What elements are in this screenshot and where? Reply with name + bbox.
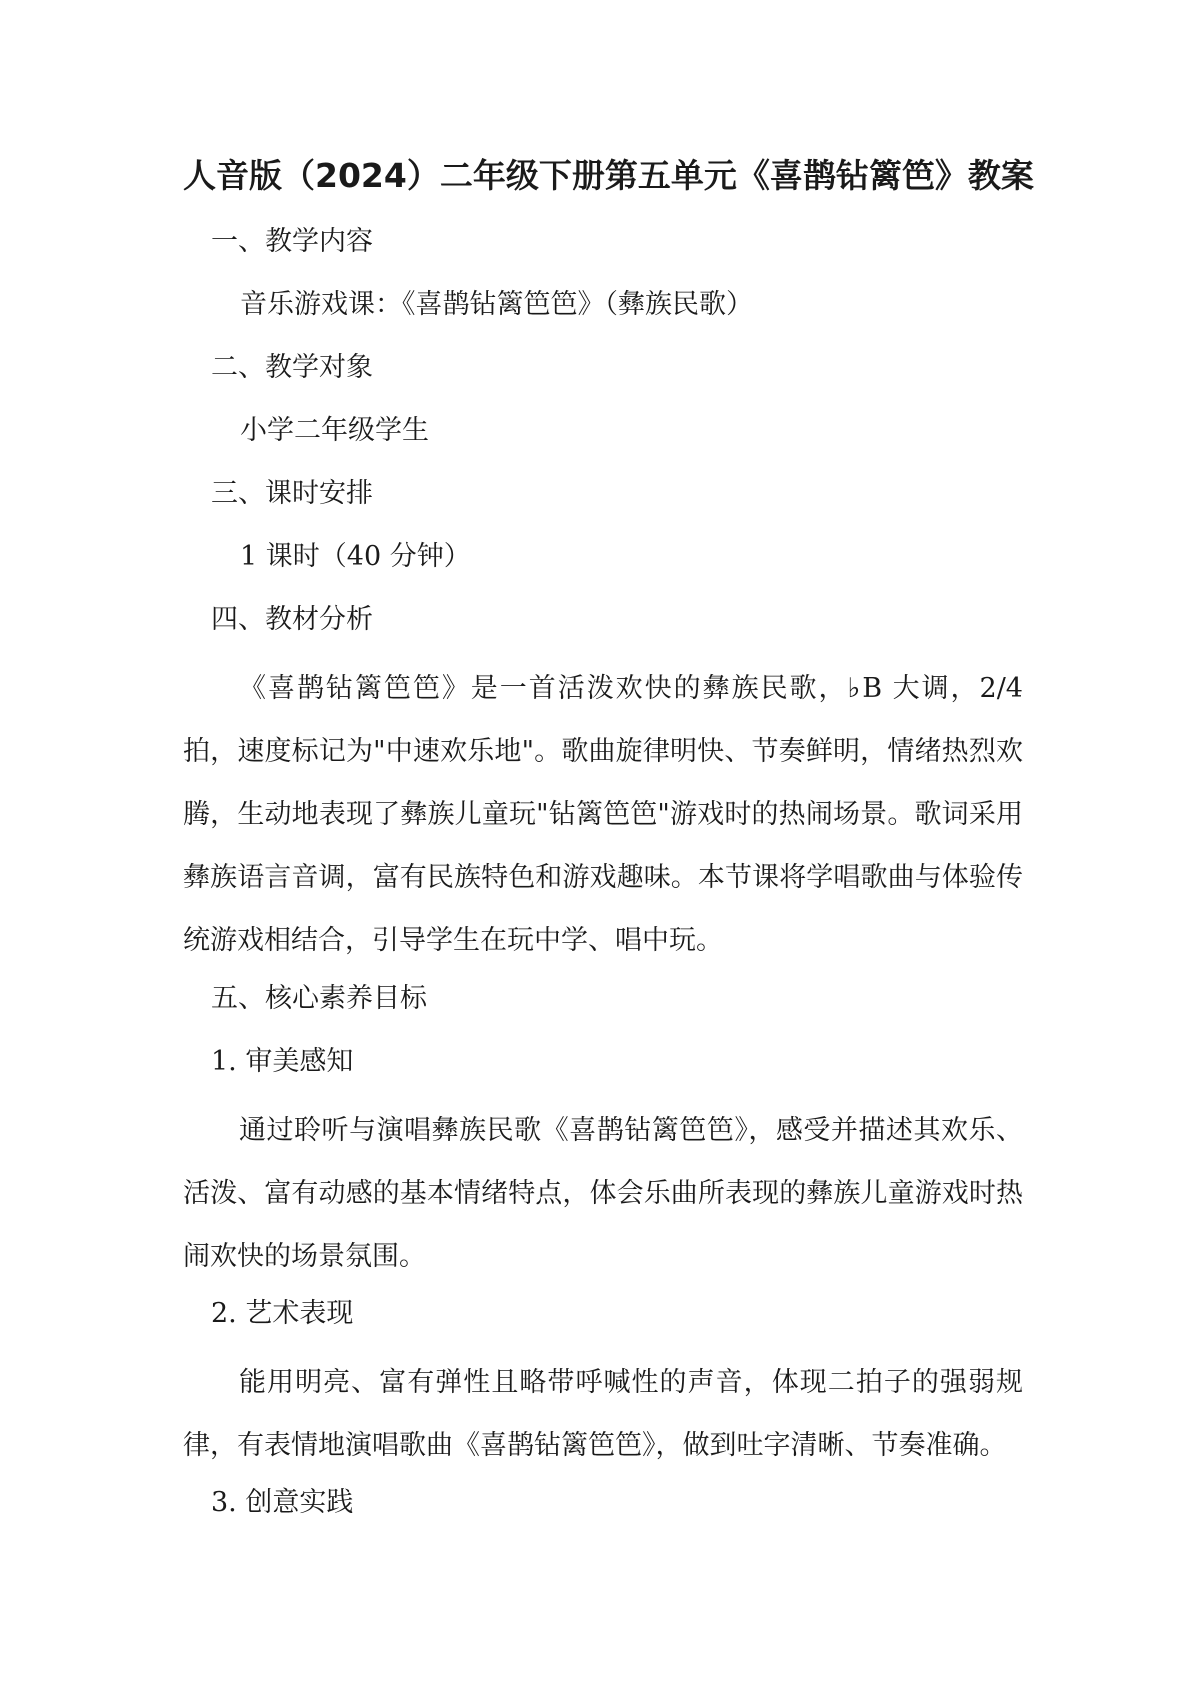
goal-body-expression: 能用明亮、富有弹性且略带呼喊性的声音，体现二拍子的强弱规律，有表情地演唱歌曲《喜鹊钻篱笆笆》，做到吐字清晰、节奏准确。 [183, 1367, 1023, 1461]
section-heading-audience: 二、教学对象 [211, 352, 373, 383]
section-heading-analysis: 四、教材分析 [211, 604, 373, 635]
section-body-audience: 小学二年级学生 [240, 415, 429, 446]
section-heading-schedule: 三、课时安排 [211, 478, 373, 509]
goal-heading-creative: 3. 创意实践 [211, 1487, 354, 1518]
section-heading-content: 一、教学内容 [211, 226, 373, 257]
goal-body-aesthetic: 通过聆听与演唱彝族民歌《喜鹊钻篱笆笆》，感受并描述其欢乐、活泼、富有动感的基本情绪特点，体会乐曲所表现的彝族儿童游戏时热闹欢快的场景氛围。 [183, 1115, 1023, 1272]
section-body-schedule: 1 课时（40 分钟） [240, 541, 471, 572]
document-title: 人音版（2024）二年级下册第五单元《喜鹊钻篱笆》教案 [183, 156, 1034, 195]
section-body-analysis: 《喜鹊钻篱笆笆》是一首活泼欢快的彝族民歌，♭B 大调，2/4 拍，速度标记为"中速欢乐地"。歌曲旋律明快、节奏鲜明，情绪热烈欢腾，生动地表现了彝族儿童玩"钻篱笆笆"游戏时的热闹场景。歌词采用彝族语言音调，富有民族特色和游戏趣味。本节课将学唱歌曲与体验传统游戏相结合，引导学生在玩中学、唱中玩。 [183, 673, 1023, 956]
goal-heading-aesthetic: 1. 审美感知 [211, 1046, 354, 1077]
section-heading-goals: 五、核心素养目标 [211, 983, 427, 1014]
section-body-content: 音乐游戏课：《喜鹊钻篱笆笆》（彝族民歌） [240, 289, 753, 320]
goal-heading-expression: 2. 艺术表现 [211, 1298, 354, 1329]
